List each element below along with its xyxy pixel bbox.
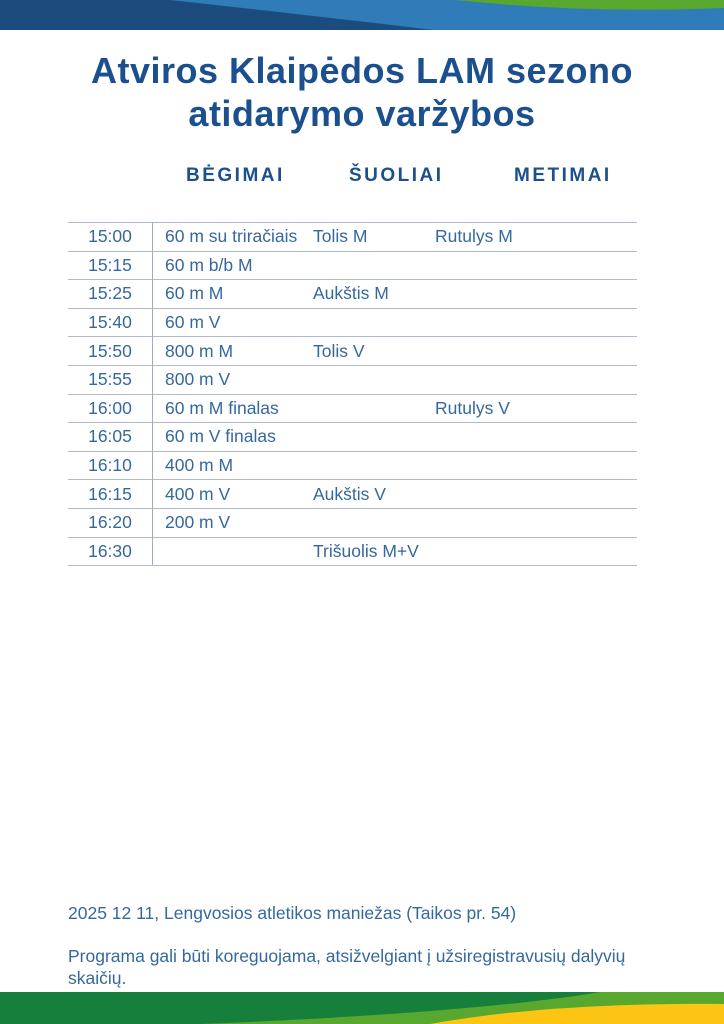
begimai-cell: 400 m V	[165, 483, 231, 504]
page-title-line1: Atviros Klaipėdos LAM sezono	[90, 50, 634, 91]
time-cell: 16:00	[88, 397, 132, 418]
metimai-cell: Rutulys V	[435, 397, 510, 418]
table-row	[68, 308, 637, 337]
column-headers	[0, 165, 724, 191]
metimai-cell: Rutulys M	[435, 226, 513, 247]
begimai-cell: 60 m b/b M	[165, 254, 253, 275]
schedule-table	[68, 222, 637, 566]
time-cell: 16:05	[88, 426, 132, 447]
time-cell: 15:40	[88, 312, 132, 333]
begimai-cell: 60 m M finalas	[165, 397, 279, 418]
table-row	[68, 479, 637, 508]
time-cell: 16:15	[88, 483, 132, 504]
begimai-cell: 60 m V	[165, 312, 221, 333]
table-row	[68, 365, 637, 394]
table-row	[68, 537, 637, 566]
time-cell: 16:30	[88, 540, 132, 561]
top-decoration-band	[0, 0, 724, 30]
suoliai-cell: Tolis M	[313, 226, 368, 247]
begimai-cell: 400 m M	[165, 455, 234, 476]
suoliai-cell: Tolis V	[313, 340, 365, 361]
begimai-cell: 200 m V	[165, 512, 231, 533]
bottom-decoration-band	[0, 992, 724, 1024]
begimai-cell: 60 m M	[165, 283, 224, 304]
table-row	[68, 279, 637, 308]
column-header-metimai: METIMAI	[514, 165, 612, 186]
table-row	[68, 222, 637, 251]
time-cell: 15:15	[88, 254, 132, 275]
table-row	[68, 508, 637, 537]
column-header-begimai: BĖGIMAI	[186, 165, 285, 186]
suoliai-cell: Aukštis V	[313, 483, 386, 504]
begimai-cell: 60 m V finalas	[165, 426, 276, 447]
time-cell: 16:10	[88, 455, 132, 476]
page-title-line2: atidarymo varžybos	[188, 92, 536, 134]
time-cell: 15:25	[88, 283, 132, 304]
time-cell: 15:55	[88, 369, 132, 390]
suoliai-cell: Aukštis M	[313, 283, 389, 304]
time-cell: 16:20	[88, 512, 132, 533]
table-row	[68, 394, 637, 423]
column-header-suoliai: ŠUOLIAI	[349, 165, 444, 186]
begimai-cell: 800 m V	[165, 369, 231, 390]
suoliai-cell: Trišuolis M+V	[313, 540, 419, 561]
time-cell: 15:50	[88, 340, 132, 361]
table-row	[68, 251, 637, 280]
time-cell: 15:00	[88, 226, 132, 247]
time-column-divider	[152, 222, 153, 565]
event-date-location: 2025 12 11, Lengvosios atletikos maniežas (Taikos pr. 54)	[68, 903, 517, 923]
table-row	[68, 422, 637, 451]
table-row	[68, 336, 637, 365]
begimai-cell: 800 m M	[165, 340, 234, 361]
page-title	[0, 50, 724, 136]
program-note: Programa gali būti koreguojama, atsižvelgiant į užsiregistravusių dalyvių skaičių.	[68, 946, 626, 988]
begimai-cell: 60 m su triračiais	[165, 226, 298, 247]
table-row	[68, 451, 637, 480]
